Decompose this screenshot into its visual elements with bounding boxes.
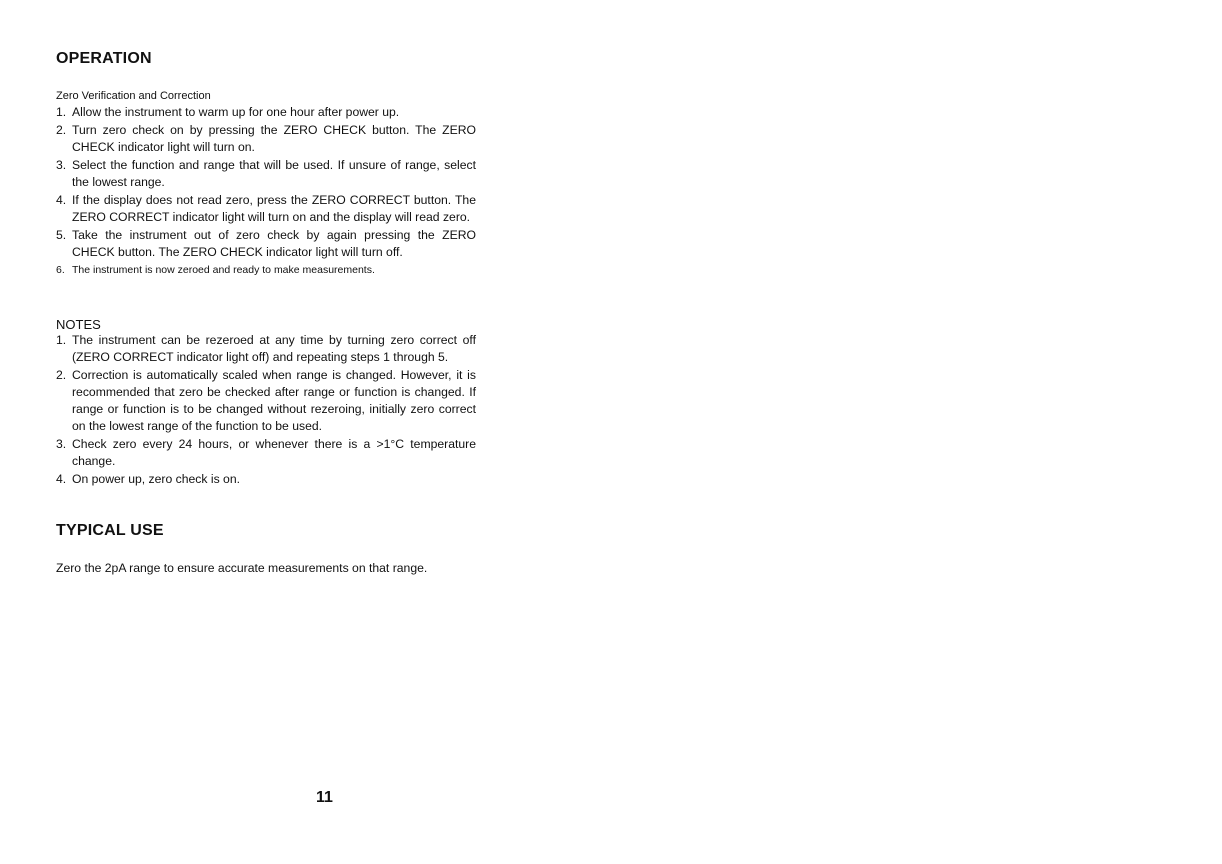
step-text: If the display does not read zero, press the ZERO CORRECT button. The ZERO CORRECT indicator light will turn on and the display will read zero. [72,193,476,224]
list-item [56,262,476,279]
list-item [56,367,476,435]
zero-verification-subheading: Zero Verification and Correction [56,90,211,102]
operation-heading: OPERATION [56,50,152,67]
list-item [56,436,476,470]
notes-list [56,332,476,489]
notes-label: NOTES [56,317,101,332]
step-number: 6. [56,264,65,276]
step-number: 1. [56,105,67,119]
list-item [56,192,476,226]
step-text: Turn zero check on by pressing the ZERO CHECK button. The ZERO CHECK indicator light will turn on. [72,123,476,154]
list-item [56,227,476,261]
step-text: Select the function and range that will be used. If unsure of range, select the lowest range. [72,158,476,189]
typical-use-text: Zero the 2pA range to ensure accurate measurements on that range. [56,561,428,575]
step-number: 2. [56,123,67,137]
list-item [56,122,476,156]
note-number: 3. [56,437,67,451]
step-text: The instrument is now zeroed and ready to make measurements. [72,264,375,276]
note-number: 1. [56,333,67,347]
step-number: 3. [56,158,67,172]
note-number: 4. [56,472,67,486]
step-number: 5. [56,228,67,242]
step-number: 4. [56,193,67,207]
note-number: 2. [56,368,67,382]
typical-use-heading: TYPICAL USE [56,522,164,539]
list-item [56,332,476,366]
list-item [56,104,476,121]
note-text: Correction is automatically scaled when range is changed. However, it is recommended that zero be checked after range or function is changed. If range or function is to be changed without rezeroing, initially zero correct on the lowest range of the function to be used. [72,368,476,433]
step-text: Allow the instrument to warm up for one hour after power up. [72,105,400,119]
note-text: Check zero every 24 hours, or whenever there is a >1°C temperature change. [72,437,476,468]
list-item [56,157,476,191]
note-text: The instrument can be rezeroed at any time by turning zero correct off (ZERO CORRECT indicator light off) and repeating steps 1 through 5. [72,333,476,364]
page-number: 11 [316,789,333,806]
list-item [56,471,476,488]
note-text: On power up, zero check is on. [72,472,241,486]
step-text: Take the instrument out of zero check by again pressing the ZERO CHECK button. The ZERO CHECK indicator light will turn off. [72,228,476,259]
operation-steps-list [56,104,476,280]
